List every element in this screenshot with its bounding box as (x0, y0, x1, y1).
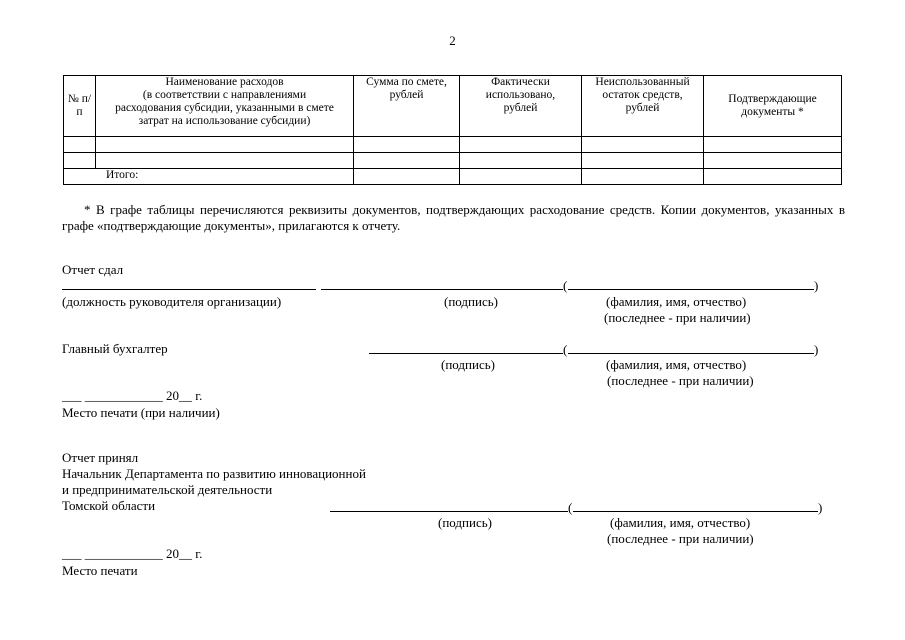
name-line (568, 289, 814, 290)
signature-caption: (подпись) (444, 294, 498, 309)
paren-close: ) (818, 500, 823, 515)
signature-line (369, 353, 563, 354)
position-line (62, 289, 316, 290)
table-header-row (64, 76, 842, 137)
date-line: ___ ____________ 20__ г. (62, 388, 203, 403)
total-label: Итого: (64, 169, 354, 185)
name-line (568, 353, 814, 354)
paren-open: ( (568, 500, 573, 515)
header-supporting-docs: Подтверждающие документы * (704, 76, 842, 137)
name-caption: (фамилия, имя, отчество) (606, 294, 747, 309)
header-actual-used: Фактически использовано, рублей (460, 76, 582, 137)
accountant-label: Главный бухгалтер (62, 341, 168, 356)
name-caption: (фамилия, имя, отчество) (610, 515, 751, 530)
table-row (64, 137, 842, 153)
stamp-place: Место печати (62, 563, 138, 578)
header-expense-name: Наименование расходов (в соответствии с направлениями расходования субсидии, указанными в смете затрат на использование субсидии) (96, 76, 354, 137)
footnote: * В графе таблицы перечисляются реквизиты документов, подтверждающих расходование средств. Копии документов, указанных в графе «подтверждающие документы», прилагаются к отчету. (62, 202, 845, 233)
header-num: № п/п (64, 76, 96, 137)
signature-caption: (подпись) (441, 357, 495, 372)
expense-table (63, 75, 842, 185)
date-line: ___ ____________ 20__ г. (62, 546, 203, 561)
name-note: (последнее - при наличии) (607, 373, 754, 388)
signature-line (330, 511, 568, 512)
accepted-label: Отчет принял (62, 450, 139, 465)
table-total-row (64, 169, 842, 185)
acceptor-title-1: Начальник Департамента по развитию инновационной (62, 466, 366, 481)
acceptor-title-2: и предпринимательской деятельности (62, 482, 273, 497)
paren-open: ( (563, 278, 568, 293)
paren-open: ( (563, 342, 568, 357)
header-estimate-sum: Сумма по смете, рублей (354, 76, 460, 137)
name-line (573, 511, 818, 512)
name-caption: (фамилия, имя, отчество) (606, 357, 747, 372)
page-number: 2 (449, 33, 456, 48)
signature-line (321, 289, 563, 290)
submitted-label: Отчет сдал (62, 262, 124, 277)
name-note: (последнее - при наличии) (607, 531, 754, 546)
stamp-place: Место печати (при наличии) (62, 405, 220, 420)
table-row (64, 153, 842, 169)
name-note: (последнее - при наличии) (604, 310, 751, 325)
signature-caption: (подпись) (438, 515, 492, 530)
position-caption: (должность руководителя организации) (62, 294, 282, 309)
paren-close: ) (814, 342, 819, 357)
acceptor-title-3: Томской области (62, 498, 156, 513)
paren-close: ) (814, 278, 819, 293)
header-unused-balance: Неиспользованный остаток средств, рублей (582, 76, 704, 137)
